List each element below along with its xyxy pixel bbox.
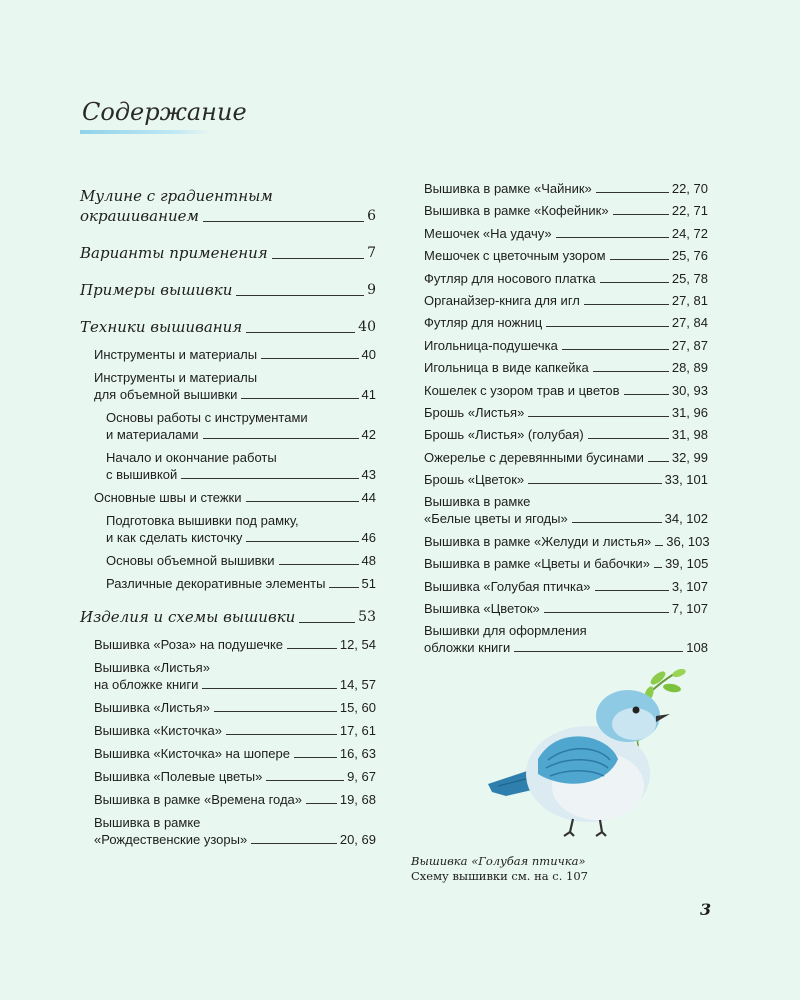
leader-line xyxy=(572,522,662,523)
leader-line xyxy=(203,438,359,439)
toc-entry-title-line: с вышивкой xyxy=(106,467,178,482)
leader-line xyxy=(202,688,336,689)
leader-line xyxy=(544,612,669,613)
toc-page-number: 22, 70 xyxy=(671,181,708,196)
toc-entry-title-line: на обложке книги xyxy=(94,677,199,692)
toc-entry xyxy=(80,369,376,403)
toc-entry-title-line: Вышивка «Листья» xyxy=(94,660,210,675)
toc-entry-title-line: Мулине с градиентным xyxy=(80,187,273,205)
toc-entry-title: Примеры вышивки xyxy=(80,281,233,299)
toc-entry-title: Различные декоративные элементы xyxy=(106,576,326,591)
toc-entry xyxy=(80,575,376,592)
toc-page-number: 33, 101 xyxy=(664,472,708,488)
toc-entry-title: Мешочек «На удачу» xyxy=(424,225,552,241)
leader-line xyxy=(299,622,355,623)
toc-entry-title-line: «Белые цветы и ягоды» xyxy=(424,511,568,527)
toc-entry xyxy=(424,270,708,287)
toc-entry-title: Ожерелье с деревянными бусинами xyxy=(424,449,644,465)
toc-entry xyxy=(80,745,376,762)
toc-entry-title: Вышивка в рамке «Времена года» xyxy=(94,792,303,807)
toc-entry-title: Органайзер-книга для игл xyxy=(424,292,580,308)
leader-line xyxy=(241,398,358,399)
leader-line xyxy=(584,304,669,305)
toc-entry-title: Мешочек с цветочным узором xyxy=(424,248,606,264)
toc-section-heading xyxy=(80,243,376,263)
toc-entry xyxy=(80,409,376,443)
toc-entry-title: Вышивка «Роза» на подушечке xyxy=(94,637,284,652)
page-title: Содержание xyxy=(82,98,247,126)
caption-reference: Схему вышивки см. на с. 107 xyxy=(411,869,588,883)
toc-page-number: 53 xyxy=(358,609,376,625)
leader-line xyxy=(556,237,669,238)
toc-section-heading xyxy=(80,186,376,226)
leader-line xyxy=(306,803,337,804)
toc-entry xyxy=(424,337,708,354)
leader-line xyxy=(214,711,337,712)
toc-entry-title: Вышивка в рамке «Кофейник» xyxy=(424,203,609,219)
leader-line xyxy=(329,587,358,588)
toc-entry xyxy=(424,359,708,376)
leader-line xyxy=(181,478,358,479)
toc-entry-title: Футляр для носового платка xyxy=(424,270,596,286)
leader-line xyxy=(261,358,358,359)
toc-page-number: 7 xyxy=(367,245,376,261)
toc-entry-title: Техники вышивания xyxy=(80,318,243,336)
toc-page-number: 27, 81 xyxy=(671,292,708,308)
embroidered-bluebird-icon xyxy=(478,664,718,844)
toc-entry xyxy=(80,552,376,569)
toc-entry-title-line: и материалами xyxy=(106,427,199,442)
leader-line xyxy=(514,651,683,652)
title-underline xyxy=(80,130,212,134)
leader-line xyxy=(246,501,359,502)
leader-line xyxy=(562,349,669,350)
toc-entry xyxy=(80,489,376,506)
toc-entry xyxy=(424,600,708,617)
leader-line xyxy=(528,483,661,484)
toc-page-number: 27, 84 xyxy=(671,315,708,331)
toc-page-number: 20, 69 xyxy=(339,832,376,847)
toc-left-column xyxy=(80,186,376,854)
toc-entry-title-line: Вышивка в рамке xyxy=(94,815,201,830)
toc-entry xyxy=(424,622,708,656)
toc-entry-title-line: Начало и окончание работы xyxy=(106,450,277,465)
toc-entry-title: Вышивка в рамке «Цветы и бабочки» xyxy=(424,556,650,572)
toc-entry-title: Игольница-подушечка xyxy=(424,337,558,353)
toc-entry-title: Футляр для ножниц xyxy=(424,315,543,331)
leader-line xyxy=(236,295,364,296)
leader-line xyxy=(287,648,337,649)
leader-line xyxy=(272,258,364,259)
toc-entry xyxy=(424,314,708,331)
toc-entry-title: Изделия и схемы вышивки xyxy=(80,608,296,626)
toc-page-number: 7, 107 xyxy=(671,601,708,617)
toc-entry-title: Варианты применения xyxy=(80,244,268,262)
leader-line xyxy=(613,214,669,215)
toc-entry-title: Брошь «Цветок» xyxy=(424,472,525,488)
toc-entry xyxy=(424,247,708,264)
toc-entry-title: Вышивка «Кисточка» на шопере xyxy=(94,746,290,761)
toc-entry-title-line: Вышивки для оформления xyxy=(424,623,587,639)
toc-entry xyxy=(80,636,376,653)
toc-page-number: 108 xyxy=(686,640,708,656)
toc-page-number: 24, 72 xyxy=(671,225,708,241)
toc-entry xyxy=(424,449,708,466)
toc-entry-title-line: и как сделать кисточку xyxy=(106,530,243,545)
toc-section-heading xyxy=(80,317,376,337)
toc-page-number: 19, 68 xyxy=(339,792,376,807)
toc-page-number: 9, 67 xyxy=(347,769,376,784)
toc-page-number: 34, 102 xyxy=(664,511,708,527)
toc-page-number: 14, 57 xyxy=(339,677,376,692)
leader-line xyxy=(528,416,669,417)
toc-entry-title-line: Вышивка в рамке xyxy=(424,494,531,510)
toc-entry xyxy=(80,791,376,808)
toc-entry xyxy=(80,768,376,785)
toc-entry xyxy=(424,202,708,219)
toc-page-number: 48 xyxy=(361,553,376,568)
leader-line xyxy=(294,757,337,758)
toc-entry xyxy=(424,533,708,550)
toc-entry xyxy=(424,180,708,197)
toc-right-column xyxy=(424,180,708,662)
toc-entry xyxy=(424,471,708,488)
toc-entry-title-line: Инструменты и материалы xyxy=(94,370,258,385)
toc-page-number: 25, 76 xyxy=(671,248,708,264)
toc-entry-title: Брошь «Листья» (голубая) xyxy=(424,427,584,443)
toc-entry-title-line: обложки книги xyxy=(424,640,511,656)
toc-page-number: 40 xyxy=(361,347,376,362)
toc-page-number: 46 xyxy=(361,530,376,545)
toc-entry-title: Основные швы и стежки xyxy=(94,490,242,505)
toc-entry-title-line: для объемной вышивки xyxy=(94,387,238,402)
toc-page-number: 15, 60 xyxy=(339,700,376,715)
toc-entry-title: Вышивка в рамке «Желуди и листья» xyxy=(424,533,652,549)
leader-line xyxy=(266,780,344,781)
leader-line xyxy=(654,567,662,568)
page-number: 3 xyxy=(700,900,712,919)
illustration-caption xyxy=(411,854,588,884)
leader-line xyxy=(624,394,669,395)
toc-entry-title-line: Основы работы с инструментами xyxy=(106,410,308,425)
leader-line xyxy=(596,192,669,193)
toc-entry-title: Вышивка «Цветок» xyxy=(424,601,540,617)
toc-entry-title: Кошелек с узором трав и цветов xyxy=(424,382,620,398)
toc-page-number: 3, 107 xyxy=(671,578,708,594)
toc-entry xyxy=(80,699,376,716)
toc-entry-title-line: «Рождественские узоры» xyxy=(94,832,248,847)
toc-page-number: 44 xyxy=(361,490,376,505)
leader-line xyxy=(246,332,355,333)
toc-page-number: 27, 87 xyxy=(671,337,708,353)
toc-entry-title-line: окрашиванием xyxy=(80,207,199,225)
toc-entry xyxy=(80,722,376,739)
toc-page-number: 31, 98 xyxy=(671,427,708,443)
leader-line xyxy=(279,564,359,565)
toc-page-number: 36, 103 xyxy=(666,533,710,549)
toc-entry xyxy=(424,404,708,421)
toc-section-heading xyxy=(80,280,376,300)
toc-section-heading xyxy=(80,607,376,627)
toc-page-number: 17, 61 xyxy=(339,723,376,738)
leader-line xyxy=(246,541,358,542)
toc-entry-title: Вышивка в рамке «Чайник» xyxy=(424,181,592,196)
toc-page-number: 25, 78 xyxy=(671,270,708,286)
toc-page-number: 41 xyxy=(361,387,376,402)
toc-entry-title: Вышивка «Кисточка» xyxy=(94,723,222,738)
toc-entry xyxy=(424,578,708,595)
toc-page-number: 39, 105 xyxy=(664,556,709,572)
toc-page-number: 12, 54 xyxy=(339,637,376,652)
toc-entry xyxy=(424,225,708,242)
toc-page-number: 43 xyxy=(361,467,376,482)
leader-line xyxy=(251,843,337,844)
leader-line xyxy=(600,282,669,283)
caption-title: Вышивка «Голубая птичка» xyxy=(411,854,586,868)
toc-page-number: 6 xyxy=(367,208,376,224)
toc-entry xyxy=(424,426,708,443)
toc-page-number: 51 xyxy=(361,576,376,591)
toc-page-number: 28, 89 xyxy=(671,360,708,376)
toc-page-number: 31, 96 xyxy=(671,404,708,420)
toc-page-number: 16, 63 xyxy=(339,746,376,761)
toc-entry xyxy=(80,659,376,693)
toc-entry xyxy=(424,493,708,527)
toc-entry-title-line: Подготовка вышивки под рамку, xyxy=(106,513,299,528)
toc-entry xyxy=(424,292,708,309)
toc-page-number: 9 xyxy=(367,282,376,298)
toc-page-number: 22, 71 xyxy=(671,203,708,219)
leader-line xyxy=(648,461,669,462)
leader-line xyxy=(593,371,669,372)
leader-line xyxy=(226,734,337,735)
leader-line xyxy=(588,438,669,439)
toc-entry-title: Вышивка «Голубая птичка» xyxy=(424,578,591,594)
leader-line xyxy=(203,221,364,222)
leader-line xyxy=(595,590,669,591)
leader-line xyxy=(610,259,669,260)
toc-entry-title: Вышивка «Листья» xyxy=(94,700,210,715)
toc-page-number: 42 xyxy=(361,427,376,442)
toc-entry-title: Инструменты и материалы xyxy=(94,347,258,362)
toc-entry-title: Брошь «Листья» xyxy=(424,404,525,420)
toc-entry-title: Игольница в виде капкейка xyxy=(424,360,589,376)
toc-entry xyxy=(80,512,376,546)
toc-entry xyxy=(80,449,376,483)
toc-page-number: 40 xyxy=(358,319,376,335)
toc-page-number: 32, 99 xyxy=(671,449,708,465)
toc-entry xyxy=(424,382,708,399)
toc-entry-title: Основы объемной вышивки xyxy=(106,553,275,568)
leader-line xyxy=(546,326,669,327)
toc-entry xyxy=(80,346,376,363)
toc-page-number: 30, 93 xyxy=(671,382,708,398)
leader-line xyxy=(655,545,663,546)
toc-entry xyxy=(424,555,708,572)
toc-entry xyxy=(80,814,376,848)
toc-entry-title: Вышивка «Полевые цветы» xyxy=(94,769,263,784)
